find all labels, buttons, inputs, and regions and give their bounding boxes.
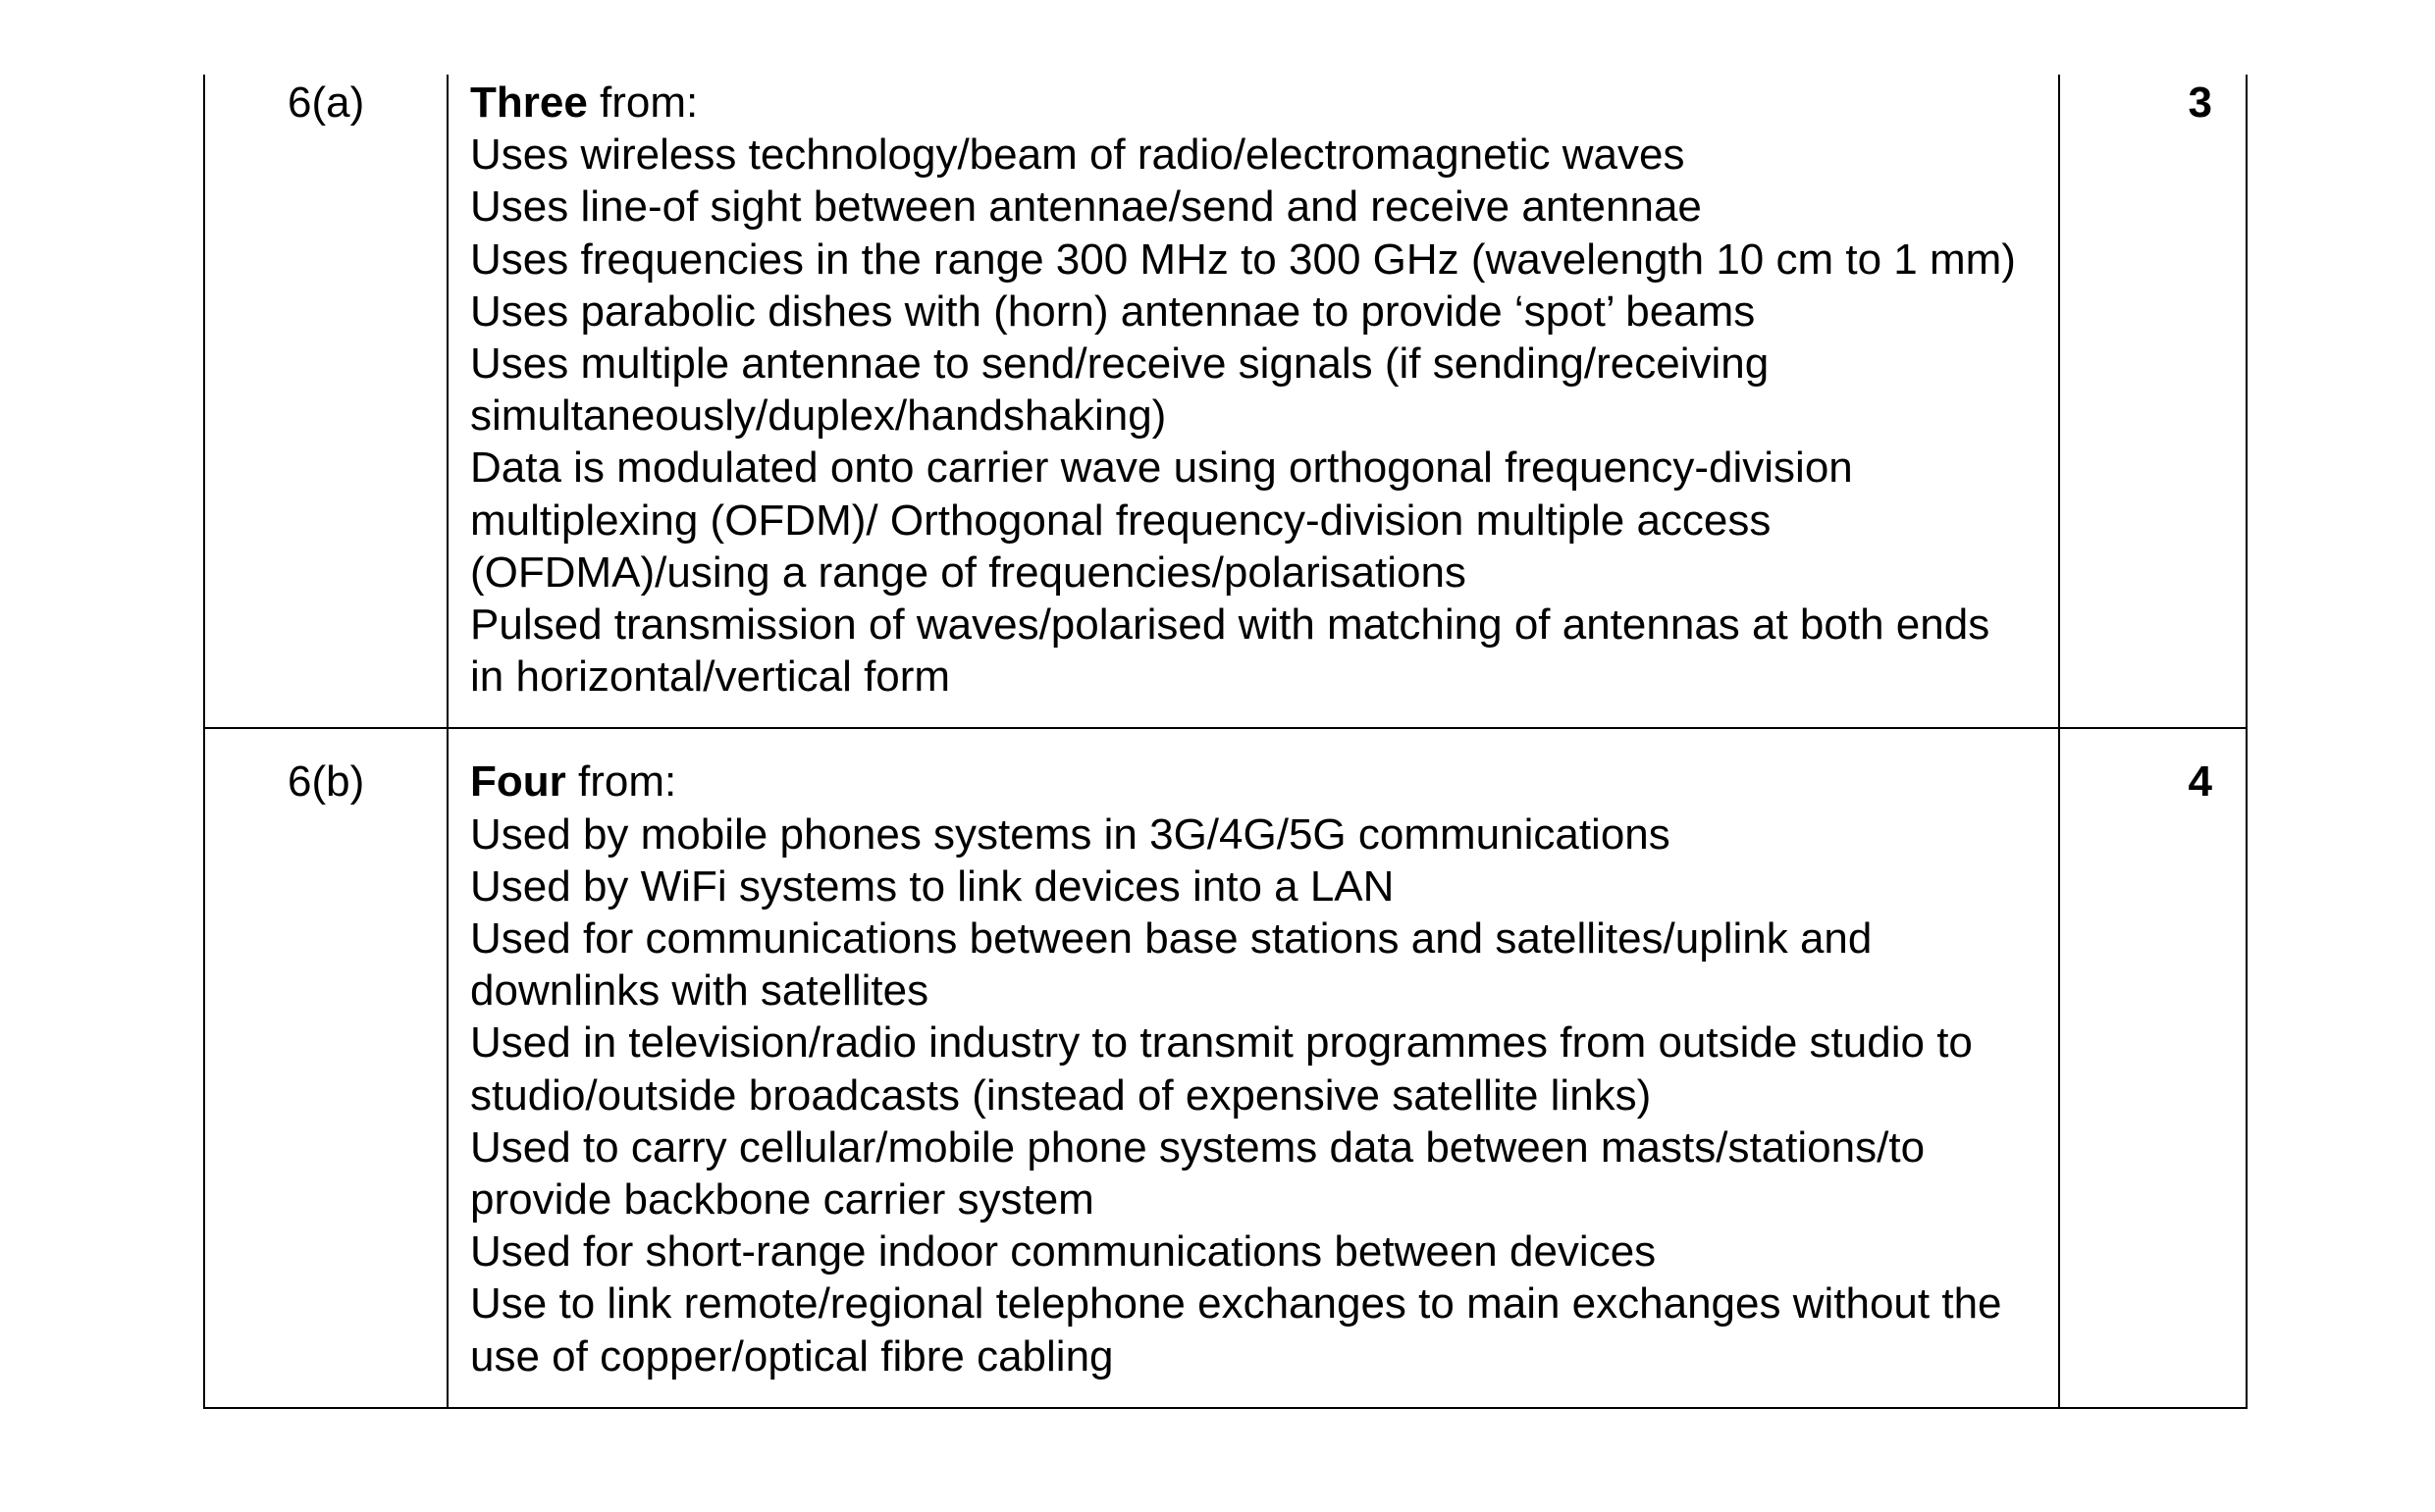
answer-intro <box>470 77 2029 129</box>
answer-intro <box>470 756 2029 808</box>
answer-point: Uses wireless technology/beam of radio/electromagnetic waves <box>470 130 1685 180</box>
answer-point: Used in television/radio industry to transmit programmes from outside studio to studio/outside broadcasts (instead of expensive satellite links) <box>470 1018 1973 1120</box>
table-row <box>204 75 2247 728</box>
answer-point: Used for communications between base stations and satellites/uplink and downlinks with satellites <box>470 914 1873 1016</box>
answer-point: Uses frequencies in the range 300 MHz to 300 GHz (wavelength 10 cm to 1 mm) <box>470 235 2016 284</box>
answer-point: Uses parabolic dishes with (horn) antennae to provide ‘spot’ beams <box>470 287 1756 336</box>
answer-point: Uses multiple antennae to send/receive signals (if sending/receiving simultaneously/duplex/handshaking) <box>470 339 1770 441</box>
answer-intro-count: Four <box>470 757 566 807</box>
answer-point: Pulsed transmission of waves/polarised with matching of antennas at both ends in horizontal/vertical form <box>470 600 1990 702</box>
answer-point: Used by mobile phones systems in 3G/4G/5G communications <box>470 809 1670 859</box>
marks-value: 3 <box>2059 75 2247 728</box>
marks-value: 4 <box>2059 728 2247 1407</box>
question-number: 6(a) <box>204 75 448 728</box>
answer-point: Data is modulated onto carrier wave using orthogonal frequency-division multiplexing (OFDM)/ Orthogonal frequency-division multiple access (OFDMA)/using a range of frequencies/polarisations <box>470 443 1853 597</box>
answer-point: Use to link remote/regional telephone exchanges to main exchanges without the use of copper/optical fibre cabling <box>470 1279 2002 1381</box>
mark-scheme-table <box>203 75 2248 1409</box>
answer-point: Used by WiFi systems to link devices into a LAN <box>470 861 1395 911</box>
answer-intro-rest: from: <box>587 78 699 127</box>
answer-cell <box>448 728 2059 1407</box>
answer-cell <box>448 75 2059 728</box>
table-row <box>204 728 2247 1407</box>
answer-point: Used to carry cellular/mobile phone systems data between masts/stations/to provide backbone carrier system <box>470 1122 1926 1225</box>
answer-intro-count: Three <box>470 78 588 127</box>
answer-intro-rest: from: <box>565 757 677 807</box>
question-number: 6(b) <box>204 728 448 1407</box>
answer-point: Used for short-range indoor communications between devices <box>470 1227 1657 1277</box>
answer-point: Uses line-of sight between antennae/send and receive antennae <box>470 182 1702 232</box>
